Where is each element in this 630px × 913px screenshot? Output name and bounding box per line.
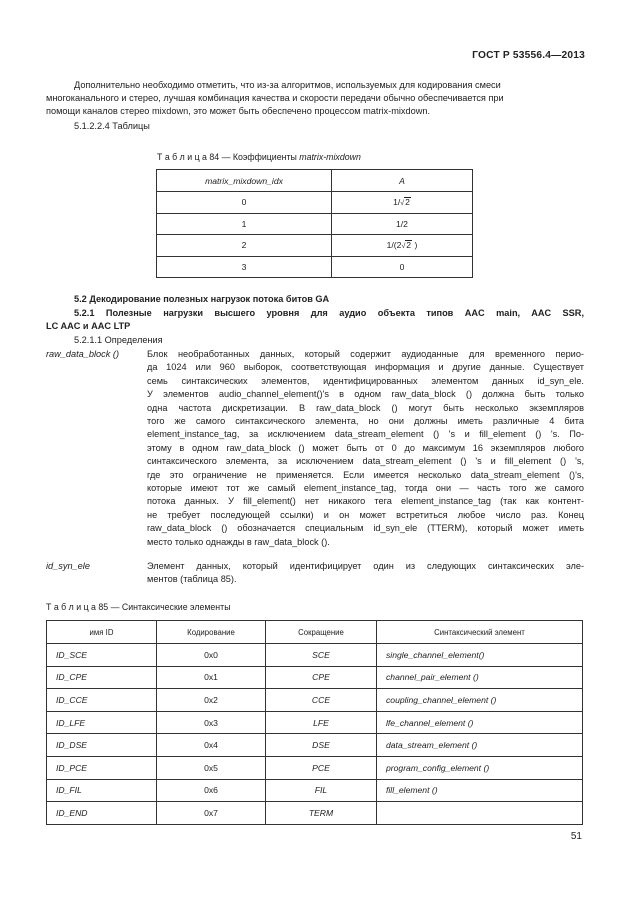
table-row xyxy=(47,666,583,689)
definition-line: не требует последующей ссылки) и он может встретиться любое число раз. Конец xyxy=(147,509,584,520)
definition-line: место только однажды в raw_data_block (). xyxy=(147,536,330,547)
table84-cell-idx: 3 xyxy=(157,256,332,278)
definition-line: Элемент данных, который идентифицирует один из следующих синтаксических эле- xyxy=(147,561,584,571)
table-row xyxy=(47,802,583,825)
definition-line: того же самого синтаксического элемента, но они должны иметь различные 4 бита xyxy=(147,416,584,427)
table-row xyxy=(47,689,583,712)
section-tables-heading: 5.1.2.2.4 Таблицы xyxy=(74,121,150,131)
table84-a-radicand: 2 xyxy=(406,240,412,251)
table-row xyxy=(157,256,473,278)
table85-cell-coding: 0x4 xyxy=(157,734,266,757)
table85-cell-abbrev: FIL xyxy=(266,779,377,802)
table85-cell-coding: 0x3 xyxy=(157,711,266,734)
definition-line: У элементов audio_channel_element()'s в одном raw_data_block () должна быть только xyxy=(147,389,584,400)
table-row xyxy=(157,192,473,214)
table85-cell-id: ID_DSE xyxy=(47,734,157,757)
table85-cell-abbrev: TERM xyxy=(266,802,377,825)
intro-paragraph xyxy=(46,79,584,92)
table85-cell-coding: 0x6 xyxy=(157,779,266,802)
table84-caption-prefix: Т а б л и ц а 84 — Коэффициенты xyxy=(157,152,300,162)
section-5-2-title: 5.2 Декодирование полезных нагрузок потока битов GA xyxy=(74,294,330,304)
definition-term: id_syn_ele xyxy=(46,561,90,571)
table-85 xyxy=(46,620,583,825)
table-row xyxy=(47,644,583,667)
table85-cell-abbrev: CCE xyxy=(266,689,377,712)
definition-line: одна частота дискретизации. В raw_data_block () могут быть несколько экземпляров xyxy=(147,402,584,413)
table84-cell-a: 0 xyxy=(332,256,473,278)
table-row xyxy=(157,235,473,257)
definition-line: семь синтаксических элементов, идентифицированных элементом данных id_syn_ele. xyxy=(147,375,584,386)
definition-line: которые имеют тот же самый element_instance_tag, тогда они — часть того же самого xyxy=(147,483,584,494)
table84-a-post: ) xyxy=(414,240,418,251)
table84-a-pre: 1/ xyxy=(393,197,401,208)
table85-cell-coding: 0x5 xyxy=(157,756,266,779)
table85-cell-abbrev: PCE xyxy=(266,756,377,779)
intro-line-2: многоканального и стерео, лучшая комбинация качества и скорости передачи обычно обеспечивается при xyxy=(46,93,504,103)
definition-line: потока данных. У fill_element() нет никакого тега element_instance_tag (так как контент- xyxy=(147,496,584,507)
table84-cell-a: 1/√2 xyxy=(332,192,473,214)
table85-cell-element: single_channel_element() xyxy=(377,644,583,667)
table84-cell-idx: 0 xyxy=(157,192,332,214)
table-row xyxy=(47,756,583,779)
table-row xyxy=(47,779,583,802)
intro-line-1: Дополнительно необходимо отметить, что из-за алгоритмов, используемых для кодирования смеси xyxy=(74,80,501,90)
table85-cell-element: coupling_channel_element () xyxy=(377,689,583,712)
table85-header-abbrev: Сокращение xyxy=(266,621,377,644)
table84-caption xyxy=(157,151,361,164)
definition-line: где это ограничение не применяется. Если имеется несколько data_stream_element ()'s, xyxy=(147,469,584,480)
table84-header-idx: matrix_mixdown_idx xyxy=(157,170,332,192)
table85-cell-abbrev: LFE xyxy=(266,711,377,734)
table85-header-coding: Кодирование xyxy=(157,621,266,644)
table85-cell-coding: 0x7 xyxy=(157,802,266,825)
table85-cell-id: ID_FIL xyxy=(47,779,157,802)
table85-cell-element xyxy=(377,802,583,825)
table85-cell-id: ID_CCE xyxy=(47,689,157,712)
table85-cell-element: program_config_element () xyxy=(377,756,583,779)
table85-cell-abbrev: DSE xyxy=(266,734,377,757)
table-row xyxy=(47,711,583,734)
definition-line: ментов (таблица 85). xyxy=(147,574,237,585)
table84-cell-a: 1/2 xyxy=(332,213,473,235)
definition-body xyxy=(147,348,584,549)
definition-line: синтаксического элемента, за исключением data_stream_element () 's и fill_element () 's, xyxy=(147,456,584,467)
table84-header-a: A xyxy=(332,170,473,192)
definition-line: Блок необработанных данных, который содержит аудиоданные для временного перио- xyxy=(147,349,584,359)
definition-body xyxy=(147,560,584,587)
section-5-2-1-title-line1: 5.2.1 Полезные нагрузки высшего уровня для аудио объекта типов AAC main, AAC SSR, xyxy=(74,308,584,318)
table85-cell-abbrev: SCE xyxy=(266,644,377,667)
table85-cell-id: ID_CPE xyxy=(47,666,157,689)
table-row xyxy=(47,734,583,757)
intro-line-3: помощи каналов стерео mixdown, это может быть обеспечено процессом matrix-mixdown. xyxy=(46,106,431,116)
section-definitions-heading: 5.2.1.1 Определения xyxy=(74,335,163,345)
definition-line: element_instance_tag, за исключением data_stream_element () 's и fill_element () 's. По- xyxy=(147,429,584,440)
definition-term: raw_data_block () xyxy=(46,349,120,359)
table85-cell-coding: 0x0 xyxy=(157,644,266,667)
page-number: 51 xyxy=(570,831,582,842)
table85-cell-id: ID_PCE xyxy=(47,756,157,779)
table85-caption: Т а б л и ц а 85 — Синтаксические элементы xyxy=(46,602,231,612)
definition-line: да 1024 или 960 выборок, соответствующая информация и другие данные. Существует xyxy=(147,362,584,373)
table-row xyxy=(157,213,473,235)
table85-cell-coding: 0x2 xyxy=(157,689,266,712)
table85-header-id: имя ID xyxy=(47,621,157,644)
table-84 xyxy=(156,169,473,278)
table85-cell-id: ID_END xyxy=(47,802,157,825)
table85-cell-element: data_stream_element () xyxy=(377,734,583,757)
table84-cell-idx: 1 xyxy=(157,213,332,235)
table85-cell-id: ID_SCE xyxy=(47,644,157,667)
document-header: ГОСТ Р 53556.4—2013 xyxy=(472,50,585,61)
definition-line: этому в одном raw_data_block () может быть от 0 до максимум 16 экземпляров любого xyxy=(147,442,584,453)
table84-a-pre: 1/(2 xyxy=(386,240,402,251)
table85-cell-id: ID_LFE xyxy=(47,711,157,734)
table85-cell-element: lfe_channel_element () xyxy=(377,711,583,734)
table84-caption-term: matrix-mixdown xyxy=(299,152,361,162)
table85-cell-abbrev: CPE xyxy=(266,666,377,689)
table85-cell-coding: 0x1 xyxy=(157,666,266,689)
table84-cell-a: 1/(2√2 ) xyxy=(332,235,473,257)
table84-a-radicand: 2 xyxy=(405,197,410,208)
table85-cell-element: channel_pair_element () xyxy=(377,666,583,689)
table85-cell-element: fill_element () xyxy=(377,779,583,802)
table84-cell-idx: 2 xyxy=(157,235,332,257)
section-5-2-1-title-line2: LC AAC и AAC LTP xyxy=(46,321,131,331)
table85-header-element: Синтаксический элемент xyxy=(377,621,583,644)
definition-line: raw_data_block () обозначается специальным id_syn_ele (TTERM), который может иметь xyxy=(147,523,584,534)
